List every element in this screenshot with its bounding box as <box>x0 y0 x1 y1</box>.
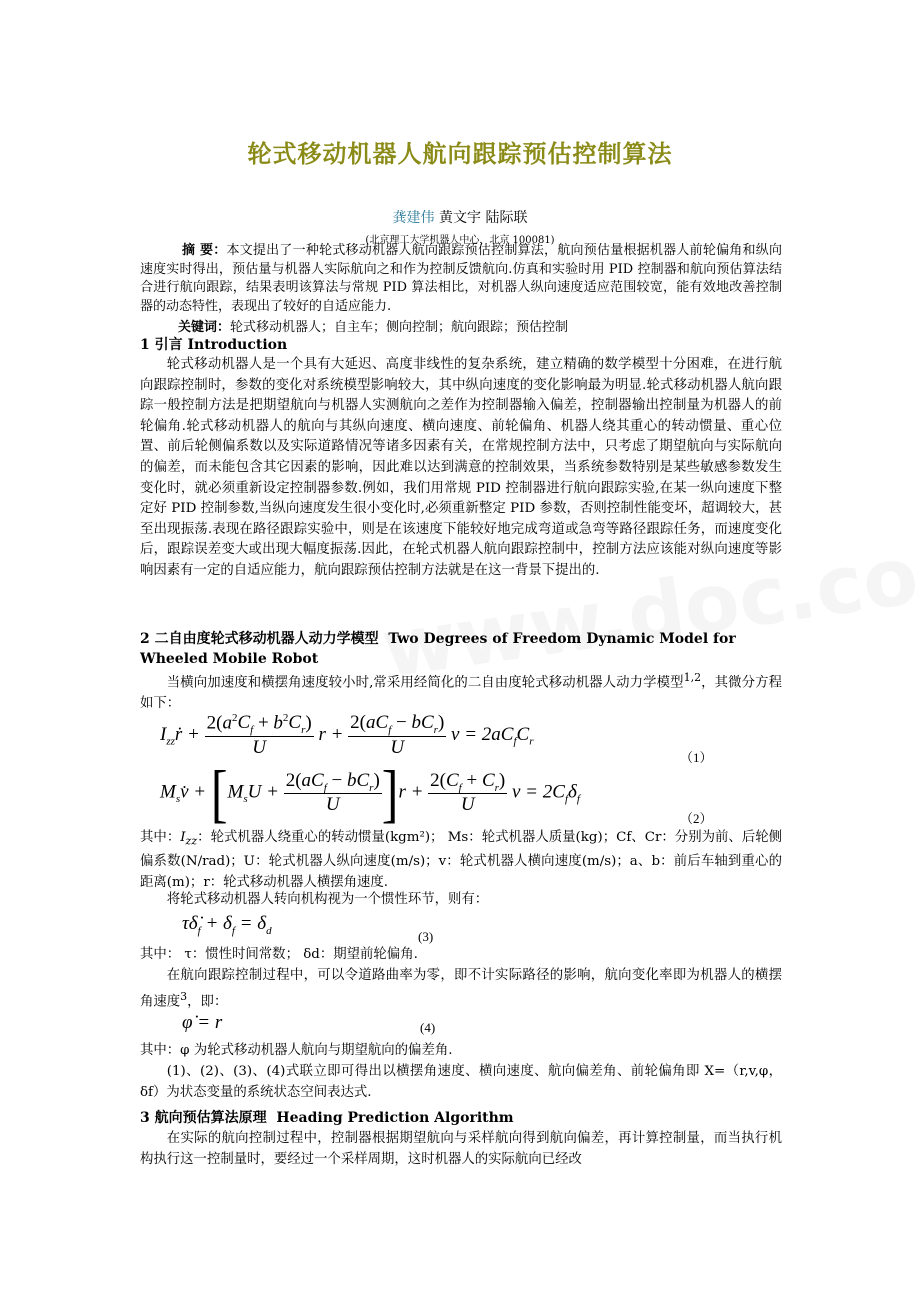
section-1-heading: 1 引言 Introduction <box>140 337 288 353</box>
equation-3-number: (3) <box>418 929 434 944</box>
section-2-para-1 <box>140 668 782 715</box>
equation-4: φ̇ = r <box>182 1012 223 1033</box>
paper-title: 轮式移动机器人航向跟踪预估控制算法 <box>247 140 673 168</box>
para1-ref: 1,2 <box>683 671 702 684</box>
section-3-heading <box>140 1108 785 1128</box>
equation-2-number: （2） <box>680 811 713 826</box>
where-block-2 <box>140 945 782 966</box>
abstract-label: 摘 要： <box>182 243 227 258</box>
para1-text: 当横向加速度和横摆角速度较小时,常采用经简化的二自由度轮式移动机器人动力学模型 <box>166 675 684 691</box>
section-3-paragraph: 在实际的航向控制过程中，控制器根据期望航向与采样航向得到航向偏差，再计算控制量，而当执行机构执行这一控制量时，要经过一个采样周期，这时机器人的实际航向已经改 <box>140 1131 782 1167</box>
para4-text: (1)、(2)、(3)、(4)式联立即可得出以横摆角速度、横向速度、航向偏差角、前轮偏角即 X=（r,v,φ，δf）为状态变量的系统状态空间表达式. <box>140 1064 782 1100</box>
section-2-para-2 <box>140 890 782 911</box>
section-3-body <box>140 1129 782 1170</box>
abstract-text: 本文提出了一种轮式移动机器人航向跟踪预估控制算法，航向预估量根据机器人前轮偏角和纵向速度实时得出，预估量与机器人实际航向之和作为控制反馈航向.仿真和实验时用 PID 控制器和航向预估算法结合进行航向跟踪，结果表明该算法与常规 PID 算法相比，对机器人纵向速度适应范围较宽，能有效地改善控制器的动态特性，表现出了较好的自适应能力. <box>140 243 782 314</box>
section-2-para-3 <box>140 966 782 1013</box>
keywords-label: 关键词： <box>178 320 231 335</box>
where2-text: 其中： τ：惯性时间常数； δd：期望前轮偏角. <box>140 947 418 962</box>
where-block-1: 其中：$I_{zz}$：轮式机器人绕重心的转动惯量(kgm²)； Ms：轮式机器人质量(kg)；Cf、Cr：分别为前、后轮侧偏系数(N/rad)；U：轮式机器人纵向速度(m/s)；v：轮式机器人横向速度(m/s)；a、b：前后车轴到重心的距离(m)；r：轮式移动机器人横摆角速度. <box>140 830 783 890</box>
section-2-heading-cn: 2 二自由度轮式移动机器人动力学模型 <box>140 631 379 647</box>
equation-3: $\tau\deltȧ_f + \delta_f = \delta_d$ <box>182 913 272 937</box>
section-2-heading <box>140 629 785 669</box>
section-2-heading-en: Two Degrees of Freedom Dynamic Model for Wheeled Mobile Robot <box>140 631 736 667</box>
para1-tail: ，其微分方程如下： <box>140 675 782 712</box>
equation-2: $M_sv̇ + [M_sU$ + $\frac{2(aC_f - bC_r)}{U}$ ]r + $\frac{2(C_f + C_r)}{U}$ $v = 2C_f\delta_f$ <box>160 756 580 830</box>
first-author: 龚建伟 <box>392 210 435 226</box>
affiliation: (北京理工大学机器人中心，北京 100081) <box>365 235 555 246</box>
where-block-3 <box>140 1041 782 1062</box>
equation-1: $I_{zz}ṙ$ + $\frac{2(a^2C_f + b^2C_r)}{U}$ r + $\frac{2(aC_f - bC_r)}{U}$ $v = 2aC_fC_r$ <box>160 712 534 759</box>
where3-text: 其中：φ 为轮式移动机器人航向与期望航向的偏差角. <box>140 1043 453 1058</box>
section-1-body <box>140 355 782 582</box>
section-3-heading-cn: 3 航向预估算法原理 <box>140 1110 267 1126</box>
where-text: 轮式机器人绕重心的转动惯量(kgm²)； Ms：轮式机器人质量(kg)；Cf、Cr：分别为前、后轮侧偏系数(N/rad)；U：轮式机器人纵向速度(m/s)；v：轮式机器人横向速度(m/s)；a、b：前后车轴到重心的距离(m)；r：轮式移动机器人横摆角速度. <box>140 830 783 890</box>
equation-1-number: （1） <box>680 750 713 765</box>
para3-ref: 3 <box>180 989 188 1003</box>
keywords-text: 轮式移动机器人；自主车；侧向控制；航向跟踪；预估控制 <box>230 320 569 335</box>
where-label: 其中： <box>140 830 181 845</box>
para2-text: 将轮式移动机器人转向机构视为一个惯性环节，则有： <box>166 892 489 907</box>
equation-4-number: (4) <box>420 1020 436 1035</box>
para3-tail: ，即： <box>187 994 228 1010</box>
other-authors: 黄文宇 陆际联 <box>439 210 528 226</box>
section-3-heading-en: Heading Prediction Algorithm <box>276 1110 514 1126</box>
author-line <box>0 207 920 227</box>
section-2-para-4 <box>140 1062 782 1103</box>
para3-text: 在航向跟踪控制过程中，可以令道路曲率为零，即不计实际路径的影响，航向变化率即为机器人的横摆角速度 <box>140 968 782 1010</box>
abstract <box>140 242 782 316</box>
section-1-paragraph: 轮式移动机器人是一个具有大延迟、高度非线性的复杂系统，建立精确的数学模型十分困难，在进行航向跟踪控制时，参数的变化对系统模型影响较大，其中纵向速度的变化影响最为明显.轮式移动机器人航向跟踪一般控制方法是把期望航向与机器人实测航向之差作为控制器输入偏差，控制器输出控制量为机器人的前轮偏角.轮式移动机器人的航向与其纵向速度、横向速度、前轮偏角、机器人绕其重心的转动惯量、重心位置、前后轮侧偏系数以及实际道路情况等诸多因素有关，在常规控制方法中，只考虑了期望航向与实际航向的偏差，而未能包含其它因素的影响，因此难以达到满意的控制效果，当系统参数特别是某些敏感参数发生变化时，就必须重新设定控制器参数.例如，我们用常规 PID 控制器进行航向跟踪实验,在某一纵向速度下整定好 PID 控制参数,当纵向速度发生很小变化时,必须重新整定 PID 参数，否则控制性能变坏，超调较大，甚至出现振荡.表现在路径跟踪实验中，则是在该速度下能较好地完成弯道或急弯等路径跟踪任务，而速度变化后，跟踪误差变大或出现大幅度振荡.因此，在轮式机器人航向跟踪控制中，控制方法应该能对纵向速度等影响因素有一定的自适应能力，航向跟踪预估控制方法就是在这一背景下提出的. <box>140 357 782 578</box>
